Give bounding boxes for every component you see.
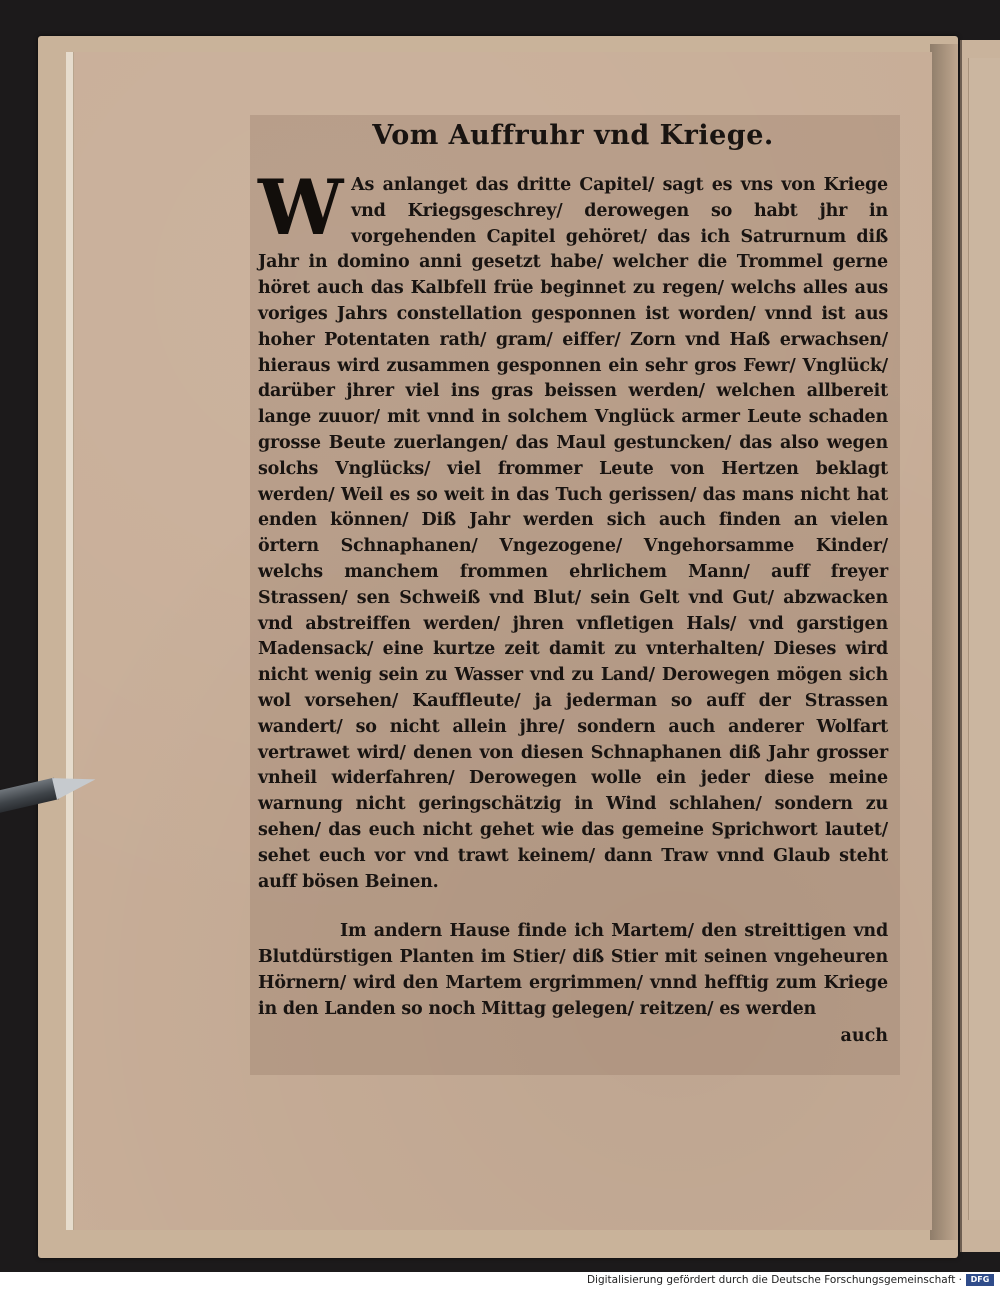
footer-bar [0,1272,1000,1289]
chapter-heading: Vom Auffruhr vnd Kriege. [372,120,774,151]
paragraph-two: Im andern Hause finde ich Martem/ den streittigen vnd Blutdürstigen Planten im Stier/ diß Stier mit seinen vngeheuren Hörnern/ wird den Martem ergrimmen/ vnnd hefftig zum Kriege in den Landen so noch Mittag gelegen/ reitzen/ es werden [258,921,888,1019]
page-edge [66,52,74,1230]
paragraph-one [258,163,888,895]
footer-credit: Digitalisierung gefördert durch die Deutsche Forschungsgemeinschaft · [586,1274,962,1286]
page-gutter-shadow [930,44,958,1240]
printed-text-block [258,120,888,1049]
dfg-logo-icon: DFG [966,1274,994,1286]
decorated-initial: W [258,163,344,252]
catchword: auch [840,1025,888,1046]
paragraph-one-text: As anlanget das dritte Capitel/ sagt es vns von Kriege vnd Kriegsgeschrey/ derowegen so habt jhr in vorgehenden Capitel gehöret/ das ich Satrurnum diß Jahr in domino anni gesetzt habe/ welcher die Trommel gerne höret auch das Kalbfell früe beginnet zu regen/ welchs alles aus voriges Jahrs constellation gesponnen ist worden/ vnnd ist aus hoher Potentaten rath/ gram/ eiffer/ Zorn vnd Haß erwachsen/ hieraus wird zusammen gesponnen ein sehr gros Fewr/ Vnglück/ darüber jhrer viel ins gras beissen werden/ welchen allbereit lange zuuor/ mit vnnd in solchem Vnglück armer Leute schaden grosse Beute zuerlangen/ das Maul gestuncken/ das also wegen solchs Vnglücks/ viel frommer Leute von Hertzen beklagt werden/ Weil es so weit in das Tuch gerissen/ das mans nicht hat enden können/ Diß Jahr werden sich auch finden an vielen örtern Schnaphanen/ Vngezogene/ Vngehorsamme Kinder/ welchs manchem frommen ehrlichem Mann/ auff freyer Strassen/ sen Schweiß vnd Blut/ sein Gelt vnd Gut/ abzwacken vnd abstreiffen werden/ jhren vnfletigen Hals/ vnd garstigen Madensack/ eine kurtze zeit damit zu vnterhalten/ Dieses wird nicht wenig sein zu Wasser vnd zu Land/ Derowegen mögen sich wol vorsehen/ Kauffleute/ ja jederman so auff der Strassen wandert/ so nicht allein jhre/ sondern auch anderer Wolfart vertrawet wird/ denen von diesen Schnaphanen diß Jahr grosser vnheil widerfahren/ Derowegen wolle ein jeder diese meine warnung nicht geringschätzig in Wind schlahen/ sondern zu sehen/ das euch nicht gehet wie das gemeine Sprichwort lautet/ sehet euch vor vnd trawt keinem/ dann Traw vnnd Glaub steht auff bösen Beinen. [258,175,888,892]
facing-page-inner [968,58,1000,1220]
